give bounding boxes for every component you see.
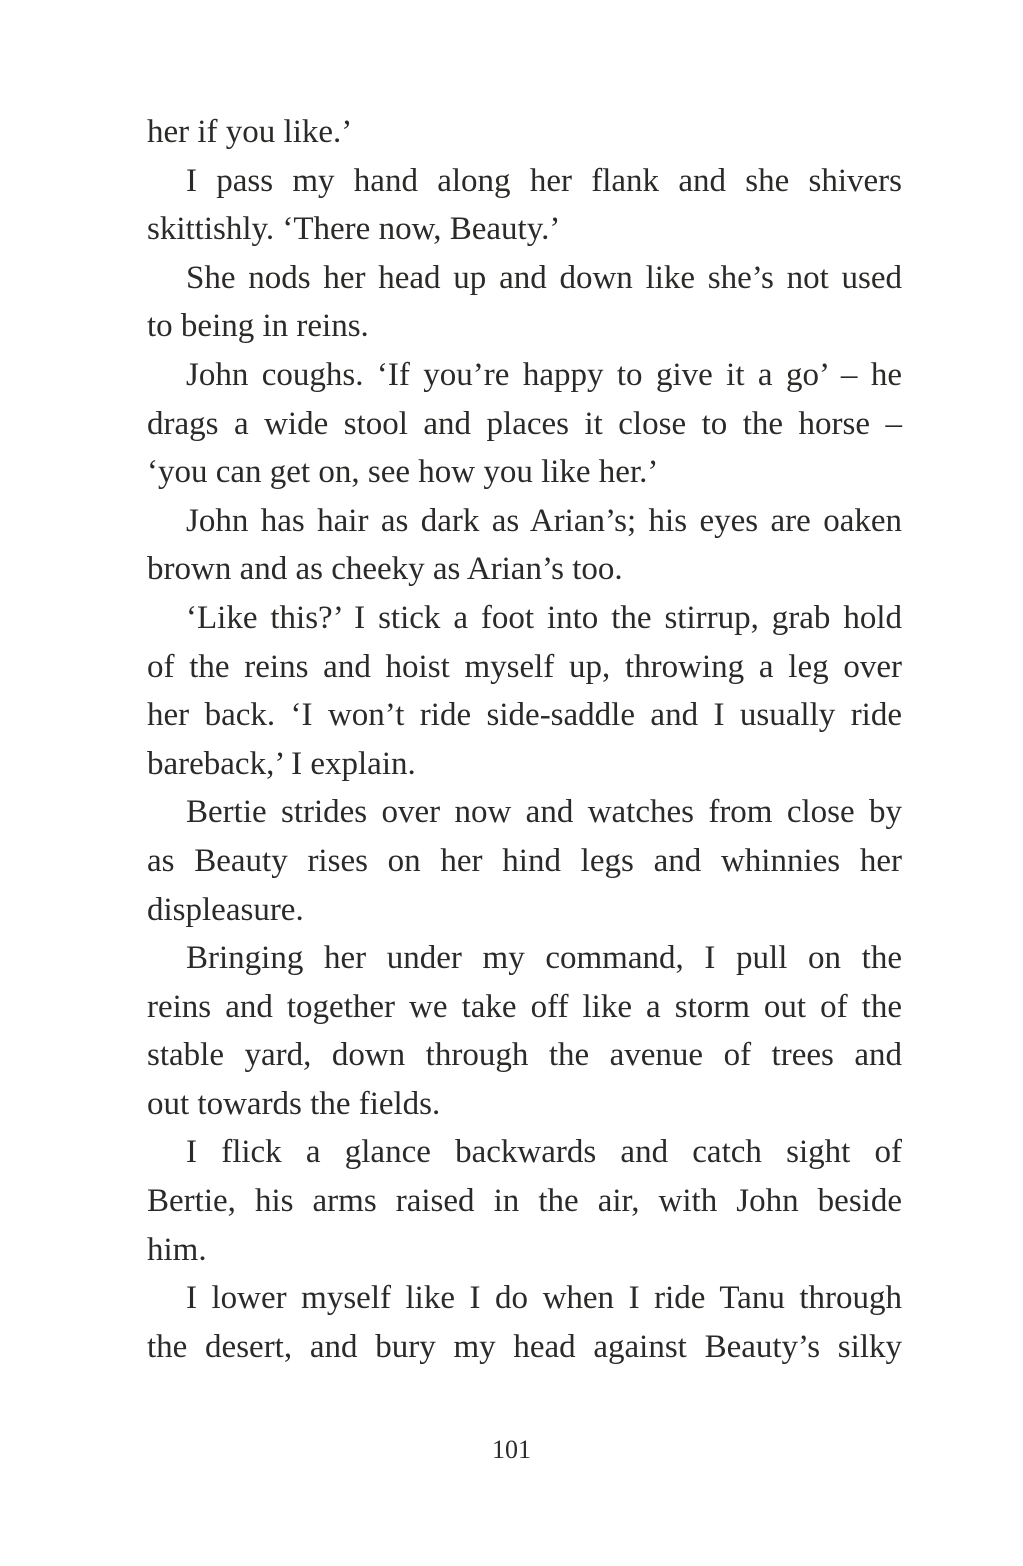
text-line: Bertie strides over now and watches from close by [186,794,902,831]
text-line: John coughs. ‘If you’re happy to give it a go’ – he [186,356,902,393]
text-line: Bringing her under my command, I pull on the [186,940,902,977]
text-line: her back. ‘I won’t ride side-saddle and I usually ride [147,697,902,734]
text-line: reins and together we take off like a storm out of the [147,988,902,1025]
text-line: bareback,’ I explain. [147,745,416,782]
text-line: him. [147,1231,207,1268]
text-line: her if you like.’ [147,114,353,150]
text-line: the desert, and bury my head against Beauty’s silky [147,1328,902,1365]
text-line: of the reins and hoist myself up, throwing a leg over [147,648,902,685]
text-line: ‘you can get on, see how you like her.’ [147,454,659,491]
text-line: drags a wide stool and places it close to the horse – [147,405,902,442]
body-text [147,108,902,1371]
text-line: She nods her head up and down like she’s not used [186,259,902,296]
text-line: out towards the fields. [147,1085,441,1122]
text-line: brown and as cheeky as Arian’s too. [147,551,623,588]
text-line: as Beauty rises on her hind legs and whinnies her [147,842,902,879]
text-line: skittishly. ‘There now, Beauty.’ [147,211,561,248]
text-line: ‘Like this?’ I stick a foot into the stirrup, grab hold [186,599,902,636]
text-line: stable yard, down through the avenue of trees and [147,1037,902,1074]
text-line: Bertie, his arms raised in the air, with John beside [147,1183,902,1220]
text-line: to being in reins. [147,308,369,345]
text-line: I pass my hand along her flank and she shivers [186,162,902,199]
text-line: I lower myself like I do when I ride Tanu through [186,1280,902,1317]
page-number: 101 [492,1435,531,1464]
text-line: I flick a glance backwards and catch sight of [186,1134,902,1171]
text-line: displeasure. [147,891,304,928]
text-line: John has hair as dark as Arian’s; his eyes are oaken [186,502,902,539]
